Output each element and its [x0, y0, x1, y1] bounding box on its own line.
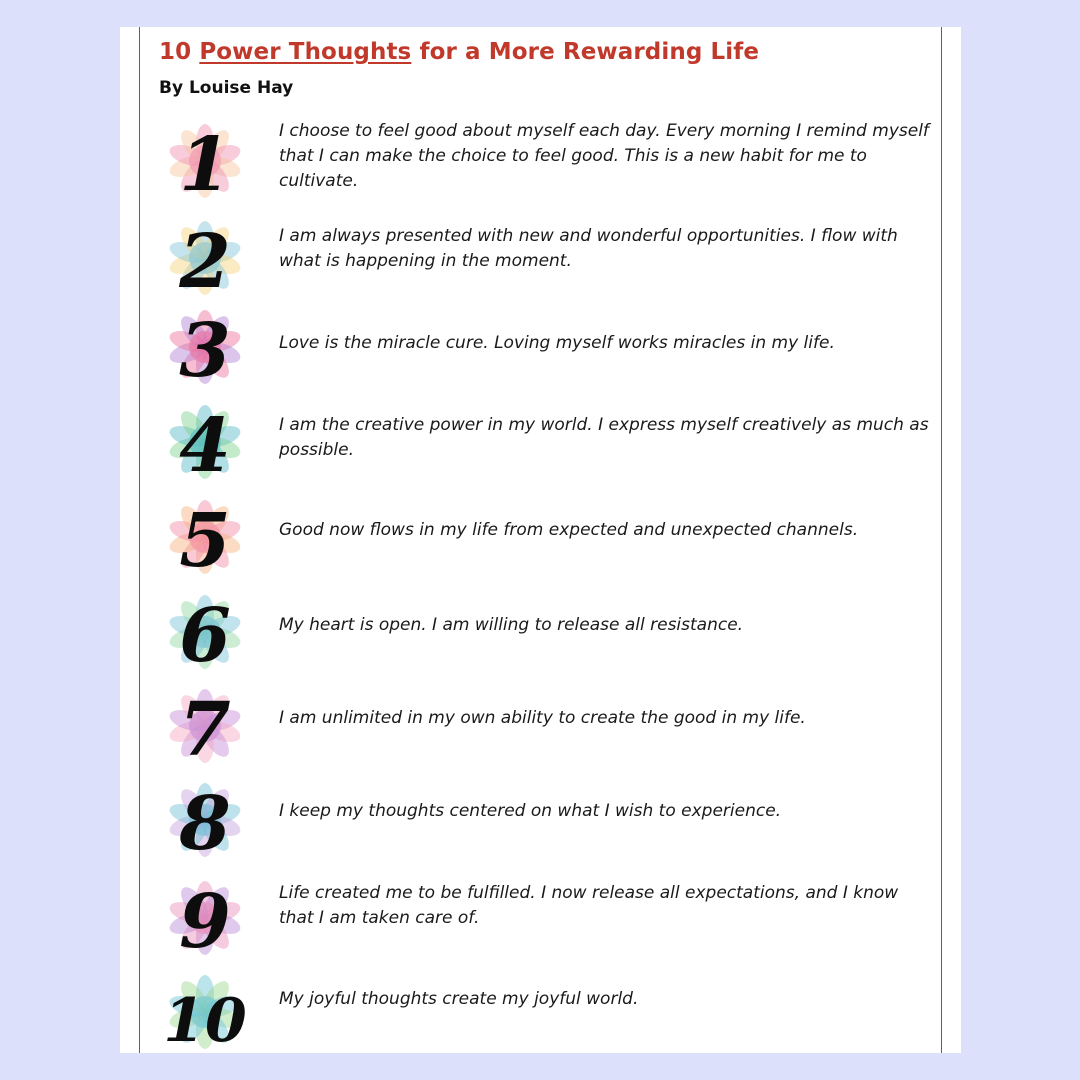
- numeral-label: 4: [179, 403, 231, 489]
- numeral-label: 3: [179, 308, 231, 394]
- thought-text: Good now flows in my life from expected and unexpected channels.: [279, 520, 859, 540]
- numeral-label: 5: [179, 498, 231, 584]
- number-flower-graphic: [160, 681, 250, 771]
- thought-text: My heart is open. I am willing to release all resistance.: [279, 615, 744, 635]
- thought-text: I choose to feel good about myself each day. Every morning I remind myself that I can make the choice to feel good. This is a new habit for me to cultivate.: [279, 121, 929, 191]
- title-prefix: 10: [159, 39, 200, 65]
- thought-text: I am always presented with new and wonderful opportunities. I flow with what is happening in the moment.: [279, 226, 898, 271]
- numeral-label: 2: [179, 219, 231, 305]
- number-flower-graphic: [160, 873, 250, 963]
- thought-text: I am unlimited in my own ability to create the good in my life.: [279, 708, 806, 728]
- number-6-icon: [160, 587, 250, 677]
- number-4-icon: [160, 397, 250, 487]
- numeral-label: 8: [179, 781, 231, 867]
- numeral-label: 10: [163, 986, 247, 1056]
- number-3-icon: [160, 302, 250, 392]
- number-flower-graphic: [160, 302, 250, 392]
- thought-text: Life created me to be fulfilled. I now release all expectations, and I know that I am taken care of.: [279, 883, 899, 928]
- left-margin-rule: [139, 27, 140, 1053]
- number-9-icon: [160, 873, 250, 963]
- numeral-label: 6: [179, 593, 231, 679]
- number-5-icon: [160, 492, 250, 582]
- number-flower-graphic: [160, 967, 250, 1057]
- number-10-icon: [160, 967, 250, 1057]
- thought-text: My joyful thoughts create my joyful world.: [279, 989, 639, 1009]
- number-8-icon: [160, 775, 250, 865]
- number-1-icon: [160, 116, 250, 206]
- document-page: [120, 27, 961, 1056]
- title-link[interactable]: Power Thoughts: [199, 39, 412, 65]
- number-2-icon: [160, 213, 250, 303]
- thought-text: I am the creative power in my world. I express myself creatively as much as possible.: [279, 415, 929, 460]
- numeral-label: 7: [179, 687, 231, 773]
- page-title: [159, 39, 759, 65]
- numeral-label: 1: [179, 122, 231, 208]
- right-margin-rule: [941, 27, 942, 1053]
- number-flower-graphic: [160, 116, 250, 206]
- number-flower-graphic: [160, 492, 250, 582]
- number-flower-graphic: [160, 587, 250, 677]
- numeral-label: 9: [179, 879, 231, 965]
- number-flower-graphic: [160, 775, 250, 865]
- number-flower-graphic: [160, 397, 250, 487]
- number-flower-graphic: [160, 213, 250, 303]
- thought-text: Love is the miracle cure. Loving myself works miracles in my life.: [279, 333, 835, 353]
- number-7-icon: [160, 681, 250, 771]
- title-suffix: for a More Rewarding Life: [411, 39, 760, 65]
- thought-text: I keep my thoughts centered on what I wish to experience.: [279, 801, 782, 821]
- author-byline: By Louise Hay: [159, 78, 294, 98]
